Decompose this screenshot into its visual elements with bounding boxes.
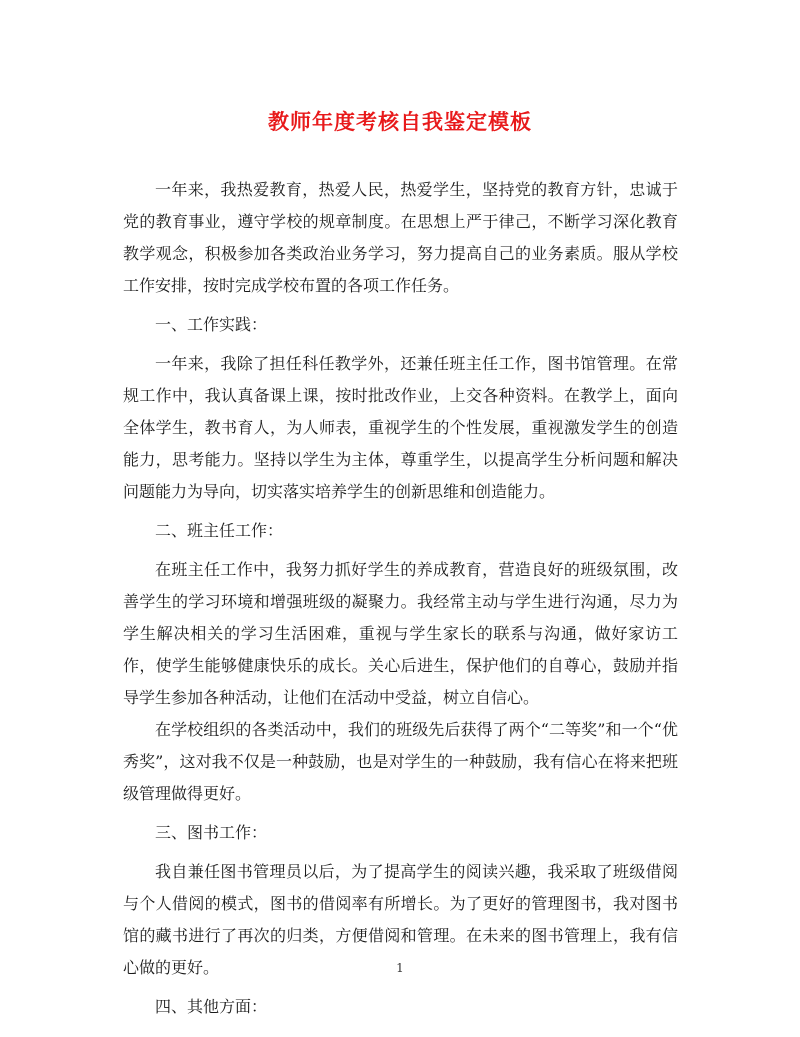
paragraph-intro: 一年来，我热爱教育，热爱人民，热爱学生，坚持党的教育方针，忠诚于党的教育事业，遵守学校的规章制度。在思想上严于律己，不断学习深化教育教学观念，积极参加各类政治业务学习，努力提高自己的业务素质。服从学校工作安排，按时完成学校布置的各项工作任务。	[123, 180, 678, 295]
paragraph-work-practice: 一年来，我除了担任科任教学外，还兼任班主任工作，图书馆管理。在常规工作中，我认真备课上课，按时批改作业，上交各种资料。在教学上，面向全体学生，教书育人，为人师表，重视学生的个性发展，重视激发学生的创造能力，思考能力。坚持以学生为主体，尊重学生，以提高学生分析问题和解决问题能力为导向，切实落实培养学生的创新思维和创造能力。	[123, 354, 678, 501]
section-heading-library: 三、图书工作：	[155, 823, 268, 842]
document-body	[123, 174, 678, 1023]
section-heading-other: 四、其他方面：	[155, 997, 268, 1016]
paragraph-library: 我自兼任图书管理员以后，为了提高学生的阅读兴趣，我采取了班级借阅与个人借阅的模式，图书的借阅率有所增长。为了更好的管理图书，我对图书馆的藏书进行了再次的归类，方便借阅和管理。在未来的图书管理上，我有信心做的更好。	[123, 862, 678, 977]
section-heading-work-practice: 一、工作实践：	[155, 315, 268, 334]
section-heading-class-teacher: 二、班主任工作：	[155, 521, 284, 540]
document-title: 教师年度考核自我鉴定模板	[268, 109, 532, 134]
paragraph-class-awards: 在学校组织的各类活动中，我们的班级先后获得了两个“二等奖”和一个“优秀奖”，这对我不仅是一种鼓励，也是对学生的一种鼓励，我有信心在将来把班级管理做得更好。	[123, 720, 678, 803]
page-number: 1	[396, 961, 404, 975]
paragraph-class-teacher: 在班主任工作中，我努力抓好学生的养成教育，营造良好的班级氛围，改善学生的学习环境和增强班级的凝聚力。我经常主动与学生进行沟通，尽力为学生解决相关的学习生活困难，重视与学生家长的联系与沟通，做好家访工作，使学生能够健康快乐的成长。关心后进生，保护他们的自尊心，鼓励并指导学生参加各种活动，让他们在活动中受益，树立自信心。	[123, 560, 678, 707]
